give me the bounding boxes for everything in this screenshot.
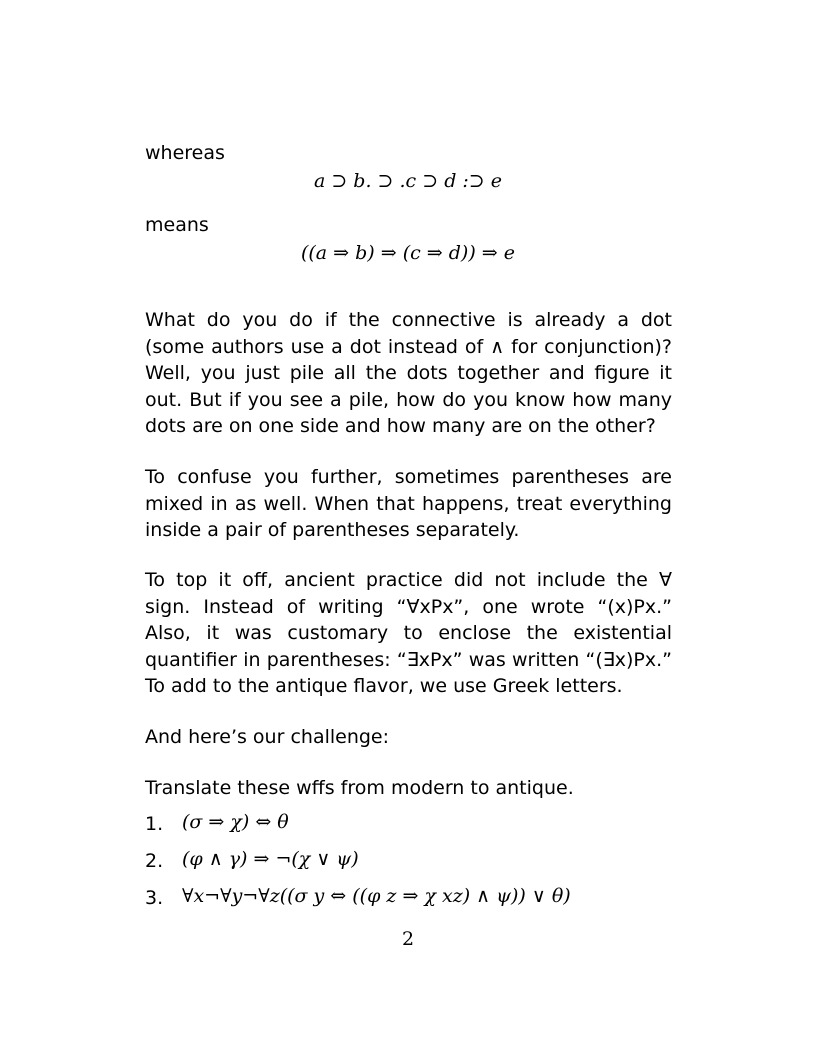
list-item-formula: (σ ⇒ χ) ⇔ θ	[182, 811, 289, 833]
page-number: 2	[401, 928, 415, 950]
display-equation-2: ((a ⇒ b) ⇒ (c ⇒ d)) ⇒ e	[300, 242, 515, 264]
list-item-number: 2.	[145, 850, 164, 872]
wff-list	[145, 811, 672, 922]
display-equation-1: a ⊃ b. ⊃ .c ⊃ d :⊃ e	[313, 170, 502, 192]
list-item	[145, 848, 672, 885]
list-item	[145, 811, 672, 848]
paragraph-dots: What do you do if the connective is already a dot (some authors use a dot instead of ∧ for conjunction)? Well, you just pile all the dots together and figure it out. But if you see a pile, how do you know how many dots are on one side and how many are on the other?	[145, 309, 672, 437]
list-item-number: 1.	[145, 813, 164, 835]
paragraph-parentheses: To confuse you further, sometimes parentheses are mixed in as well. When that happens, treat everything inside a pair of parentheses separately.	[145, 466, 672, 541]
paragraph-challenge: And here’s our challenge:	[145, 726, 390, 748]
intro-word: whereas	[145, 142, 225, 164]
paragraph-ancient-practice: To top it off, ancient practice did not include the ∀ sign. Instead of writing “∀xPx”, one wrote “(x)Px.” Also, it was customary to enclose the existential quantifier in parentheses: “∃xPx” was written “(∃x)Px.” To add to the antique flavor, we use Greek letters.	[145, 569, 672, 697]
means-word: means	[145, 214, 209, 236]
list-item-number: 3.	[145, 887, 164, 909]
list-item	[145, 885, 672, 922]
list-item-formula: ∀x¬∀y¬∀z((σ y ⇔ ((φ z ⇒ χ xz) ∧ ψ)) ∨ θ)	[182, 885, 571, 907]
list-item-formula: (φ ∧ γ) ⇒ ¬(χ ∨ ψ)	[182, 848, 359, 870]
paragraph-instruction: Translate these wffs from modern to antique.	[145, 777, 574, 799]
